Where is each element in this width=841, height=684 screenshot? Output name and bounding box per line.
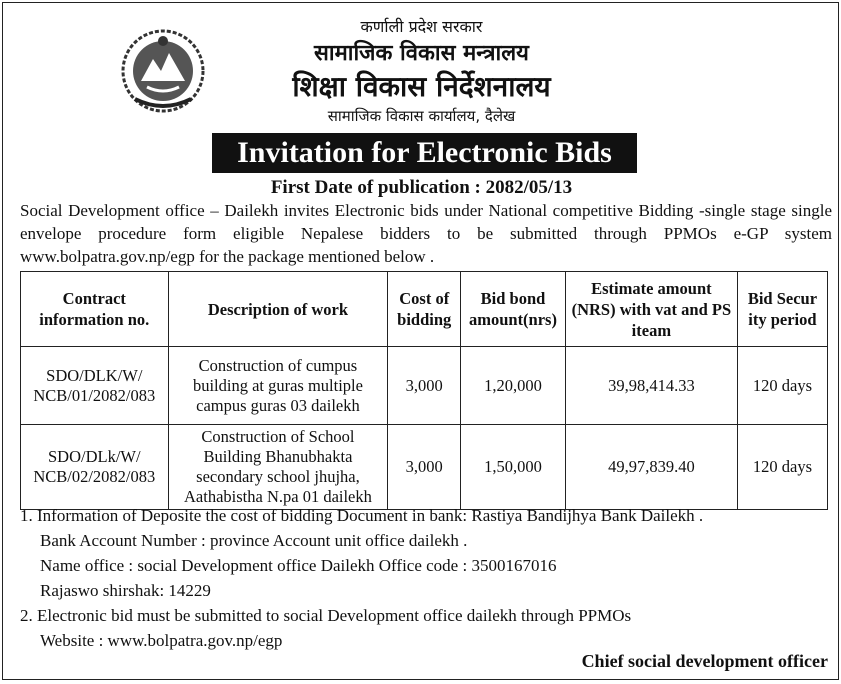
cell-cost: 3,000 bbox=[388, 425, 461, 510]
publication-date: First Date of publication : 2082/05/13 bbox=[270, 177, 573, 198]
note-1-account: Bank Account Number : province Account unit office dailekh . bbox=[40, 531, 468, 550]
table-header-row bbox=[21, 272, 828, 347]
page-title: Invitation for Electronic Bids bbox=[212, 133, 637, 173]
cell-estimate: 49,97,839.40 bbox=[565, 425, 737, 510]
cell-bond: 1,50,000 bbox=[461, 425, 566, 510]
header-bond: Bid bond amount(nrs) bbox=[461, 272, 566, 347]
cell-security: 120 days bbox=[737, 425, 827, 510]
table-row bbox=[21, 347, 828, 425]
note-1-office: Name office : social Development office Dailekh Office code : 3500167016 bbox=[40, 556, 557, 575]
notes-section bbox=[20, 503, 832, 653]
intro-paragraph: Social Development office – Dailekh invites Electronic bids under National competitive Bidding -single stage single envelope procedure form eligible Nepalese bidders to be submitted through PPMOs e-GP system www.bolpatra.gov.np/egp for the package mentioned below . bbox=[20, 201, 832, 266]
signature: Chief social development officer bbox=[581, 651, 828, 671]
header-security: Bid Secur ity period bbox=[737, 272, 827, 347]
cell-description: Construction of School Building Bhanubhakta secondary school jhujha, Aathabistha N.pa 01 dailekh bbox=[168, 425, 388, 510]
note-1-rajaswo: Rajaswo shirshak: 14229 bbox=[40, 581, 211, 600]
office-name: सामाजिक विकास कार्यालय, दैलेख bbox=[327, 107, 516, 125]
header-description: Description of work bbox=[168, 272, 388, 347]
cell-security: 120 days bbox=[737, 347, 827, 425]
ministry-name: सामाजिक विकास मन्त्रालय bbox=[314, 41, 529, 66]
note-2: 2. Electronic bid must be submitted to social Development office dailekh through PPMOs bbox=[20, 606, 632, 625]
header-contract: Contract information no. bbox=[21, 272, 169, 347]
province-government: कर्णाली प्रदेश सरकार bbox=[360, 17, 483, 36]
directorate-name: शिक्षा विकास निर्देशनालय bbox=[292, 70, 551, 103]
cell-estimate: 39,98,414.33 bbox=[565, 347, 737, 425]
cell-contract: SDO/DLK/W/ NCB/01/2082/083 bbox=[21, 347, 169, 425]
cell-cost: 3,000 bbox=[388, 347, 461, 425]
cell-contract: SDO/DLk/W/ NCB/02/2082/083 bbox=[21, 425, 169, 510]
note-2-website: Website : www.bolpatra.gov.np/egp bbox=[40, 631, 283, 650]
table-row bbox=[21, 425, 828, 510]
cell-description: Construction of cumpus building at guras multiple campus guras 03 dailekh bbox=[168, 347, 388, 425]
note-1: 1. Information of Deposite the cost of bidding Document in bank: Rastiya Bandijhya Bank Dailekh . bbox=[20, 506, 704, 525]
header-cost: Cost of bidding bbox=[388, 272, 461, 347]
notice-page bbox=[2, 2, 839, 680]
header-estimate: Estimate amount (NRS) with vat and PS iteam bbox=[565, 272, 737, 347]
bid-table bbox=[20, 271, 828, 510]
cell-bond: 1,20,000 bbox=[461, 347, 566, 425]
